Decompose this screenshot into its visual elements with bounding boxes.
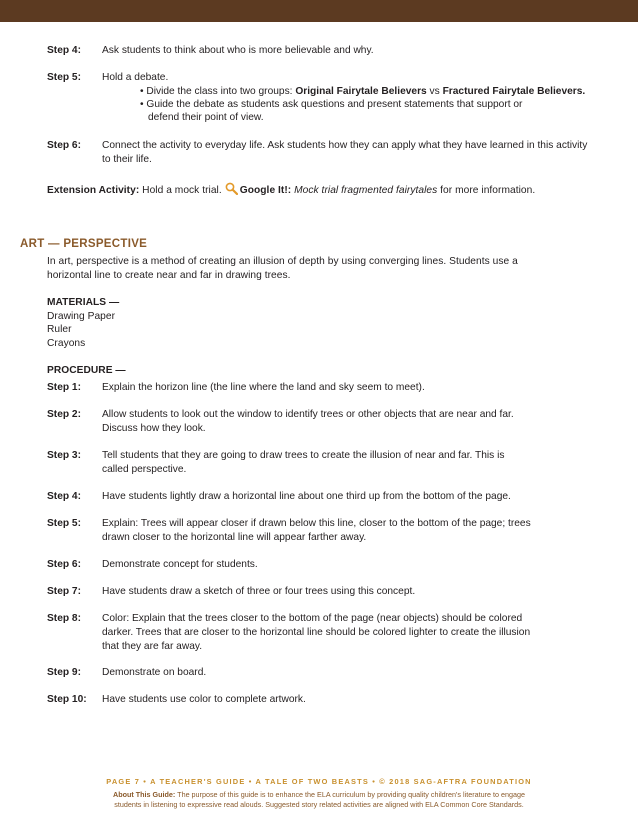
step-text: called perspective. [102, 464, 187, 475]
materials-heading: MATERIALS — [47, 297, 120, 308]
magnifier-icon [225, 182, 238, 199]
step-text: Hold a debate. [102, 72, 169, 83]
about-guide [0, 790, 638, 810]
debate-bullet-2-cont: defend their point of view. [148, 112, 264, 123]
step-text: Tell students that they are going to draw trees to create the illusion of near and far. This is [102, 450, 505, 461]
intro-text: In art, perspective is a method of creating an illusion of depth by using converging lines. Students use a [47, 256, 518, 267]
step-text: Color: Explain that the trees closer to the bottom of the page (near objects) should be colored [102, 613, 523, 624]
step-label: Step 5: [47, 518, 81, 529]
step-label: Step 3: [47, 450, 81, 461]
material-item: Ruler [47, 324, 72, 335]
step-label: Step 2: [47, 409, 81, 420]
extension-activity: Extension Activity: Hold a mock trial. Google It!: Mock trial fragmented fairytales for more information. [47, 182, 535, 199]
step-text: Allow students to look out the window to identify trees or other objects that are near and far. [102, 409, 514, 420]
step-label: Step 10: [47, 694, 87, 705]
step-text: Ask students to think about who is more believable and why. [102, 45, 374, 56]
step-text: Demonstrate on board. [102, 667, 207, 678]
step-text: drawn closer to the horizontal line will appear farther away. [102, 532, 367, 543]
top-banner [0, 0, 638, 22]
step-text: that they are far away. [102, 641, 203, 652]
step-text: Explain: Trees will appear closer if drawn below this line, closer to the bottom of the page; trees [102, 518, 531, 529]
procedure-heading: PROCEDURE — [47, 365, 126, 376]
step-label: Step 4: [47, 45, 81, 56]
step-text: Have students use color to complete artwork. [102, 694, 306, 705]
step-label: Step 5: [47, 72, 81, 83]
section-title: ART — PERSPECTIVE [20, 238, 148, 250]
step-label: Step 9: [47, 667, 81, 678]
step-label: Step 6: [47, 140, 81, 151]
debate-bullet-2: • Guide the debate as students ask questions and present statements that support or [140, 99, 523, 110]
step-text: Demonstrate concept for students. [102, 559, 258, 570]
step-text: to their life. [102, 154, 152, 165]
debate-bullet-1: • Divide the class into two groups: Original Fairytale Believers vs Fractured Fairytale Believers. [140, 86, 586, 97]
step-label: Step 1: [47, 382, 81, 393]
step-label: Step 7: [47, 586, 81, 597]
step-text: Explain the horizon line (the line where the land and sky seem to meet). [102, 382, 425, 393]
step-text: Have students draw a sketch of three or four trees using this concept. [102, 586, 416, 597]
material-item: Drawing Paper [47, 311, 116, 322]
step-label: Step 6: [47, 559, 81, 570]
step-label: Step 4: [47, 491, 81, 502]
about-line-2: students in listening to expressive read alouds. Suggested story related activities are aligned with ELA Common Core Standards. [114, 800, 524, 809]
step-label: Step 8: [47, 613, 81, 624]
about-line-1: About This Guide: The purpose of this guide is to enhance the ELA curriculum by providing quality children's literature to engage [113, 790, 525, 799]
step-text: Connect the activity to everyday life. Ask students how they can apply what they have learned in this activity [102, 140, 588, 151]
step-text: Discuss how they look. [102, 423, 206, 434]
page-footer: PAGE 7 • A TEACHER'S GUIDE • A TALE OF TWO BEASTS • © 2018 SAG-AFTRA FOUNDATION [106, 777, 532, 786]
step-text: Have students lightly draw a horizontal line about one third up from the bottom of the page. [102, 491, 511, 502]
step-text: darker. Trees that are closer to the horizontal line should be colored lighter to create the illusion [102, 627, 531, 638]
material-item: Crayons [47, 338, 86, 349]
intro-text: horizontal line to create near and far in drawing trees. [47, 270, 291, 281]
